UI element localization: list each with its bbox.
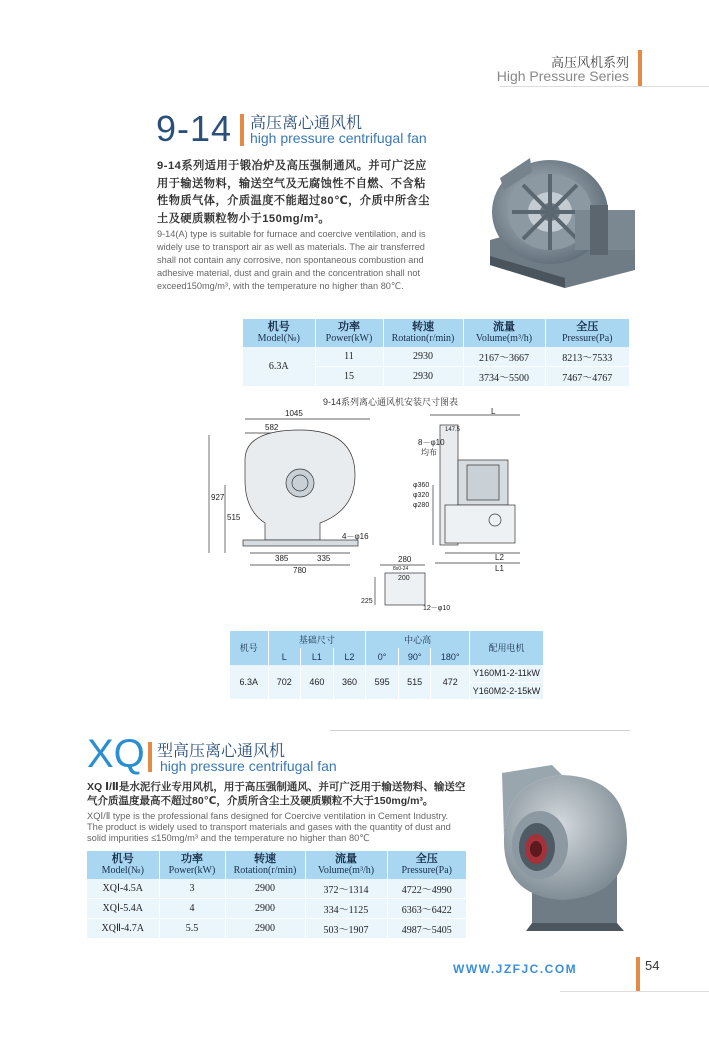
cell-model: 6.3A [243, 347, 315, 387]
cell-pressure: 6363～6422 [387, 899, 467, 919]
section1-title-en: high pressure centrifugal fan [250, 130, 427, 146]
table-row [87, 899, 467, 919]
dim-holes-8: 8－φ10 [418, 438, 445, 447]
table-row [87, 919, 467, 939]
cell-rotation: 2930 [383, 347, 463, 367]
header-model: 机号 Model(№) [243, 319, 315, 347]
page-accent-bar [636, 957, 640, 992]
table-header-row [87, 851, 467, 879]
table-header-row [230, 631, 544, 648]
cell-model: 6.3A [230, 665, 268, 699]
section-divider [330, 730, 630, 731]
table-row [243, 347, 630, 367]
dimension-table [230, 631, 544, 700]
cell-power: 15 [315, 367, 383, 387]
cell-volume: 372～1314 [305, 879, 387, 899]
dim-927-label: 927 [211, 493, 225, 502]
dim-holes-12: 12－φ10 [423, 605, 451, 612]
cell-motor: Y160M1-2-11kW [470, 665, 544, 682]
header-0deg: 0° [366, 648, 399, 665]
header-model: 机号 [230, 631, 268, 665]
spec-table-xq [87, 851, 467, 939]
cell-volume: 3734～5500 [463, 367, 545, 387]
cell-power: 3 [159, 879, 225, 899]
dim-d320: φ320 [413, 492, 430, 499]
cell-rotation: 2900 [225, 899, 305, 919]
series-title-cn: 高压风机系列 [550, 55, 629, 70]
cell-volume: 503～1907 [305, 919, 387, 939]
section2-accent-bar [148, 742, 152, 772]
dim-d280: φ280 [413, 502, 430, 509]
header-rotation: 转速 Rotation(r/min) [225, 851, 305, 879]
header-L2: L2 [333, 648, 366, 665]
header-L: L [268, 648, 301, 665]
header-accent-bar [638, 50, 642, 86]
section2-model-code: XQ [87, 732, 145, 776]
cell-volume: 334～1125 [305, 899, 387, 919]
section2-title-en: high pressure centrifugal fan [160, 758, 337, 774]
dim-d360: φ360 [413, 482, 430, 489]
table-header-row [243, 319, 630, 347]
section1-description-cn: 9-14系列适用于锻冶炉及高压强制通风。并可广泛应用于输送物料，输送空气及无腐蚀性不自燃、不含粘性物质气体，介质温度不能超过80℃，介质中所含尘土及硬质颗粒物小于150mg/m³。 [157, 160, 430, 225]
section1-accent-bar [240, 114, 244, 146]
header-model: 机号 Model(№) [87, 851, 159, 879]
cell-pressure: 4987～5405 [387, 919, 467, 939]
dim-L2: L2 [495, 553, 504, 562]
header-power: 功率 Power(kW) [159, 851, 225, 879]
dim-515: 515 [227, 513, 241, 522]
cell-rotation: 2930 [383, 367, 463, 387]
header-motor: 配用电机 [470, 631, 544, 665]
dim-385: 385 [275, 554, 289, 563]
cell-c0: 595 [366, 665, 399, 699]
cell-c90: 515 [398, 665, 431, 699]
section2-title-cn: 型高压离心通风机 [157, 743, 286, 760]
installation-drawing [205, 405, 525, 630]
cell-power: 4 [159, 899, 225, 919]
dim-147: 147.5 [445, 427, 461, 433]
header-L1: L1 [301, 648, 334, 665]
table-row [87, 879, 467, 899]
cell-pressure: 8213～7533 [545, 347, 630, 367]
drawing-title: 9-14系列离心通风机安装尺寸图表 [323, 397, 459, 407]
dim-1045: 1045 [285, 409, 303, 418]
header-base-size: 基础尺寸 [268, 631, 366, 648]
page-number: 54 [645, 958, 660, 973]
header-power: 功率 Power(kW) [315, 319, 383, 347]
header-pressure: 全压 Pressure(Pa) [387, 851, 467, 879]
dim-even: 均布 [421, 448, 437, 457]
section1-description-en: 9-14(A) type is suitable for furnace and coercive ventilation, and is widely use to transport air as well as materials. The air transferred shall not contain any corrosive, non spontaneous combustion and adhesive material, dust and grain and the concentration shall not exceed150mg/m³, with the temperature no higher than 80℃. [157, 229, 426, 291]
spec-table-9-14 [243, 319, 630, 387]
cell-model: XQⅠ-4.5A [87, 879, 159, 899]
header-rotation: 转速 Rotation(r/min) [383, 319, 463, 347]
dim-780: 780 [293, 566, 307, 575]
cell-rotation: 2900 [225, 879, 305, 899]
section1-model-code: 9-14 [156, 108, 233, 149]
cell-model: XQⅠ-5.4A [87, 899, 159, 919]
cell-L1: 460 [301, 665, 334, 699]
cell-rotation: 2900 [225, 919, 305, 939]
cell-c180: 472 [431, 665, 470, 699]
dim-L1: L1 [495, 564, 504, 573]
fan-9-14-photo [470, 150, 645, 290]
table-row [230, 665, 544, 682]
cell-L2: 360 [333, 665, 366, 699]
fan-xq-photo [492, 765, 637, 935]
header-180deg: 180° [431, 648, 470, 665]
dim-335: 335 [317, 554, 331, 563]
footer-divider [560, 991, 709, 992]
cell-pressure: 7467～4767 [545, 367, 630, 387]
cell-L: 702 [268, 665, 301, 699]
cell-model: XQⅡ-4.7A [87, 919, 159, 939]
website-link[interactable]: WWW.JZFJC.COM [453, 962, 578, 976]
cell-pressure: 4722～4990 [387, 879, 467, 899]
dim-280: 280 [398, 555, 412, 564]
dim-200: 200 [398, 575, 410, 582]
header-divider [500, 86, 709, 87]
header-90deg: 90° [398, 648, 431, 665]
dim-L: L [491, 407, 496, 416]
dim-8x0-24: 8x0-24 [393, 566, 409, 572]
dim-582: 582 [265, 423, 279, 432]
dim-holes-4: 4－φ16 [342, 532, 369, 541]
header-volume: 流量 Volume(m³/h) [463, 319, 545, 347]
cell-motor: Y160M2-2-15kW [470, 682, 544, 699]
header-volume: 流量 Volume(m³/h) [305, 851, 387, 879]
section2-description-en: XQⅠ/Ⅱ type is the professional fans designed for Coercive ventilation in Cement Industry. The product is widely used to transport materials and gases with the quantity of dust and solid impurities ≤150mg/m³ and the temperature no higher than 80℃ [87, 811, 451, 844]
header-pressure: 全压 Pressure(Pa) [545, 319, 630, 347]
series-title-en: High Pressure Series [496, 68, 629, 84]
section1-title-cn: 高压离心通风机 [250, 115, 363, 132]
cell-volume: 2167～3667 [463, 347, 545, 367]
dim-225: 225 [361, 598, 373, 605]
section2-description-cn: XQ Ⅰ/Ⅱ是水泥行业专用风机，用于高压强制通风、并可广泛用于输送物料、输送空气介质温度最高不超过80℃，介质所含尘土及硬质颗粒不大于150mg/m³。 [87, 781, 466, 807]
cell-power: 11 [315, 347, 383, 367]
cell-power: 5.5 [159, 919, 225, 939]
header-center-height: 中心高 [366, 631, 470, 648]
